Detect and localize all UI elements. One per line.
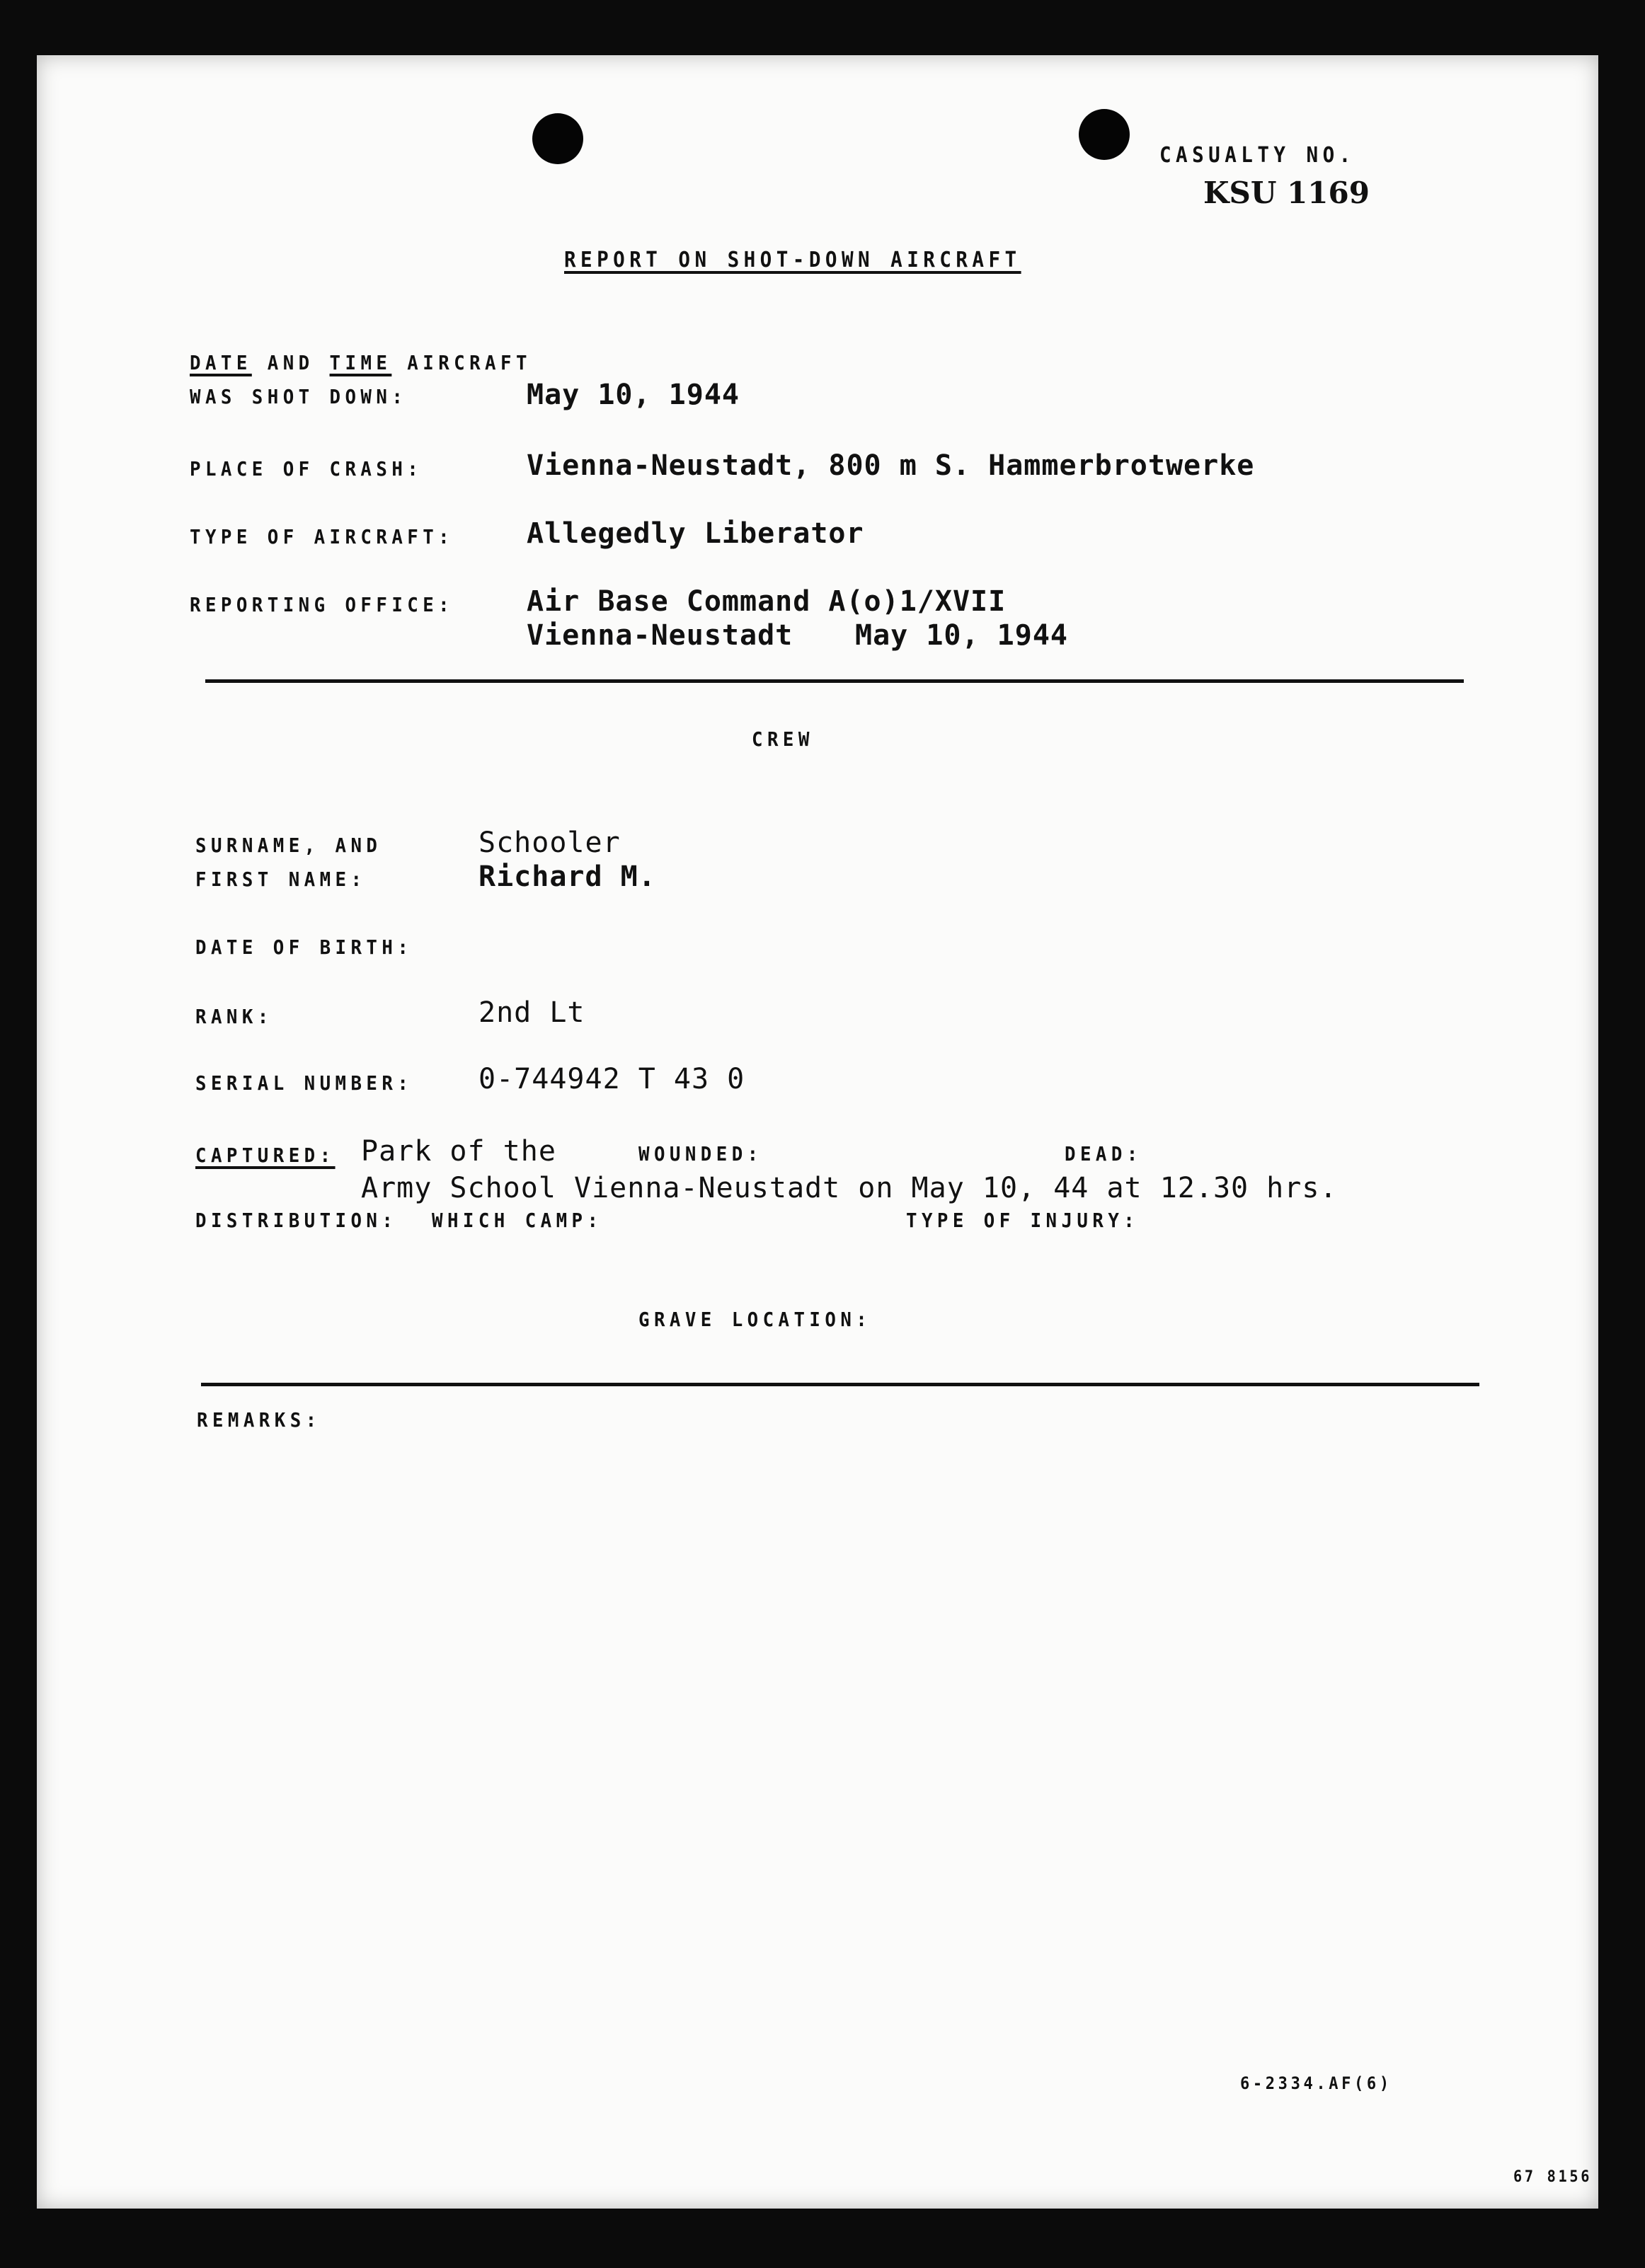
casualty-number-label: CASUALTY NO. — [1159, 143, 1355, 168]
place-of-crash: Vienna-Neustadt, 800 m S. Hammerbrotwerke — [527, 449, 1255, 482]
serial-number: 0-744942 T 43 0 — [478, 1063, 745, 1095]
serial-number-label: SERIAL NUMBER: — [195, 1071, 413, 1095]
wounded-label: WOUNDED: — [638, 1142, 763, 1165]
punch-hole-left — [532, 113, 583, 164]
shot-down-date: May 10, 1944 — [527, 379, 740, 411]
aircraft-type: Allegedly Liberator — [527, 517, 864, 550]
reporting-office: Air Base Command A(o)1/XVII — [527, 585, 1007, 618]
dead-label: DEAD: — [1065, 1142, 1142, 1165]
divider-rule-2 — [201, 1383, 1479, 1386]
reporting-office-place: Vienna-Neustadt — [527, 619, 793, 652]
punch-hole-right — [1079, 109, 1130, 160]
form-number: 6-2334.AF(6) — [1240, 2073, 1392, 2093]
casualty-number: KSU 1169 — [1203, 175, 1370, 210]
place-of-crash-label: PLACE OF CRASH: — [190, 457, 423, 480]
corner-number: 67 8156 — [1513, 2168, 1593, 2186]
rank-label: RANK: — [195, 1005, 273, 1028]
captured-label: CAPTURED: — [195, 1144, 336, 1167]
grave-location-label: GRAVE LOCATION: — [638, 1308, 872, 1331]
surname-label: SURNAME, AND — [195, 834, 382, 857]
divider-rule — [205, 679, 1464, 683]
type-of-injury-label: TYPE OF INJURY: — [906, 1209, 1140, 1232]
date-of-birth-label: DATE OF BIRTH: — [195, 936, 413, 959]
reporting-office-label: REPORTING OFFICE: — [190, 593, 454, 616]
captured-place-line2: Army School Vienna-Neustadt on May 10, 44 at 12.30 hrs. — [361, 1172, 1338, 1204]
report-title: REPORT ON SHOT-DOWN AIRCRAFT — [564, 248, 1021, 272]
crew-heading: CREW — [752, 727, 814, 751]
which-camp-label: WHICH CAMP: — [432, 1209, 603, 1232]
captured-place-line1: Park of the — [361, 1135, 556, 1168]
reporting-office-date: May 10, 1944 — [855, 619, 1068, 652]
remarks-label: REMARKS: — [197, 1408, 321, 1432]
surname: Schooler — [478, 827, 621, 859]
rank: 2nd Lt — [478, 996, 585, 1029]
first-name: Richard M. — [478, 860, 656, 893]
distribution-label: DISTRIBUTION: — [195, 1209, 398, 1232]
shot-down-label: WAS SHOT DOWN: — [190, 385, 408, 408]
aircraft-type-label: TYPE OF AIRCRAFT: — [190, 525, 454, 548]
first-name-label: FIRST NAME: — [195, 868, 367, 891]
document-page — [37, 55, 1598, 2209]
date-time-label: DATE AND TIME AIRCRAFT — [190, 351, 532, 374]
